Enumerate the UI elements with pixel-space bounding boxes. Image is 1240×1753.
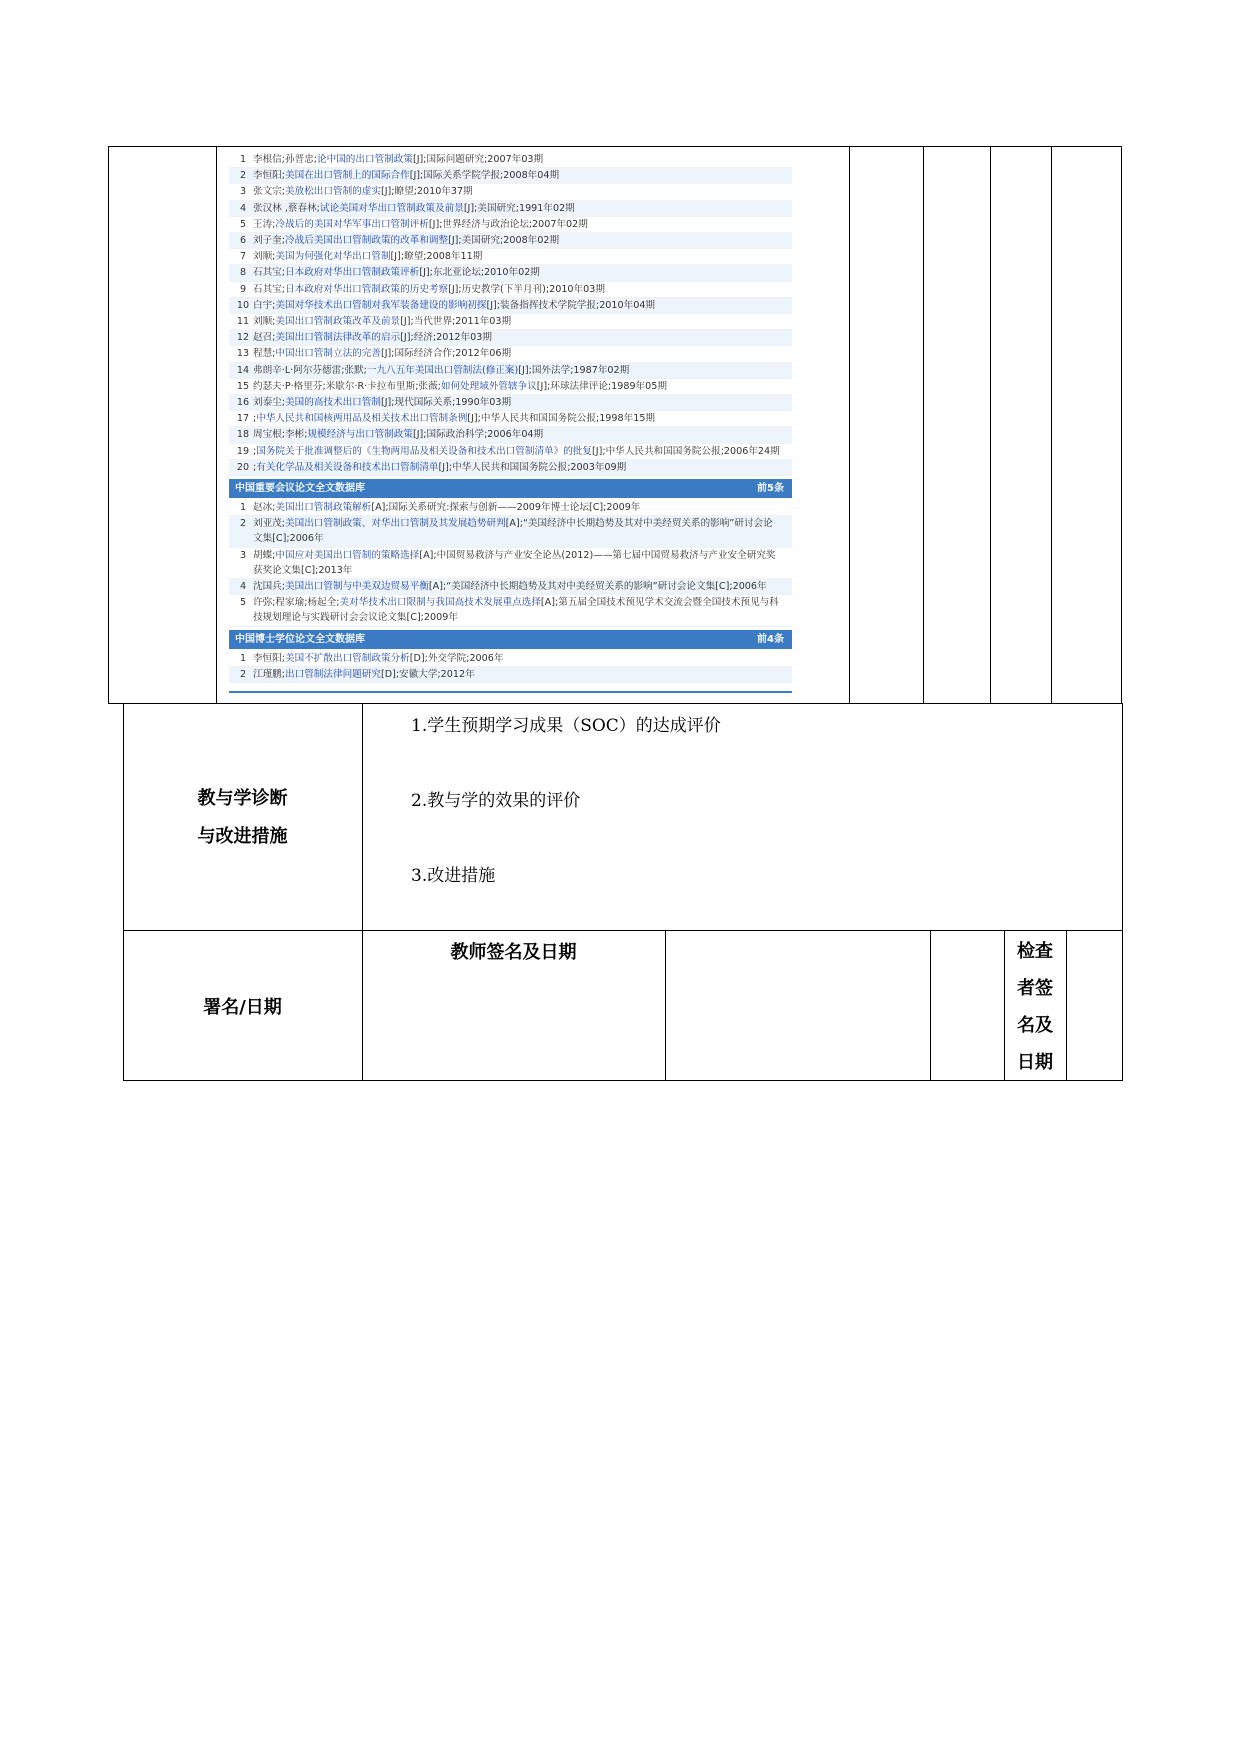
diagnosis-item-soc: 1.学生预期学习成果（SOC）的达成评价 <box>411 716 721 736</box>
reference-title-link[interactable]: 美国的高技术出口管制 <box>285 397 381 409</box>
reference-source: [J];中华人民共和国国务院公报;2006年24期 <box>592 445 780 457</box>
reference-text <box>253 411 792 426</box>
reference-title-link[interactable]: 中华人民共和国核两用品及相关技术出口管制条例 <box>256 413 468 425</box>
reference-row <box>229 548 792 579</box>
reference-authors: 胡蝶; <box>253 549 276 561</box>
reference-title-link[interactable]: 中国应对美国出口管制的策略选择 <box>275 549 420 561</box>
reference-title-link[interactable]: 美国对华技术出口管制对我军装备建设的影响初探 <box>275 299 487 311</box>
checker-label-line3: 名及 <box>1017 1015 1053 1036</box>
reference-title-link[interactable]: 冷战后美国出口管制政策的改革和调整 <box>285 235 449 247</box>
reference-authors: 程慧; <box>253 348 276 360</box>
reference-number: 14 <box>236 364 250 376</box>
reference-source: [J];装备指挥技术学院学报;2010年04期 <box>486 299 656 311</box>
reference-title-link[interactable]: 美国出口管制与中美双边贸易平衡 <box>285 581 429 593</box>
top-table-top-border <box>108 146 1121 147</box>
reference-source: [J];瞭望;2008年11期 <box>390 251 483 263</box>
reference-source: [J];美国研究;2008年02期 <box>448 235 560 247</box>
diagnosis-label-line1: 教与学诊断 <box>197 788 288 809</box>
reference-number: 6 <box>239 235 247 247</box>
reference-title-link[interactable]: 冷战后的美国对华军事出口管制评析 <box>275 218 429 230</box>
reference-text <box>253 444 792 459</box>
reference-source: [A];中国贸易救济与产业安全论丛(2012)——第七届中国贸易救济与产业安全研究奖获奖论文集[C];2013年 <box>253 549 776 576</box>
reference-number: 15 <box>236 380 250 392</box>
reference-number: 4 <box>239 581 247 593</box>
reference-source: [D];外交学院;2006年 <box>409 652 504 664</box>
checker-label-line2: 者签 <box>1017 978 1053 999</box>
reference-number: 4 <box>239 202 247 214</box>
reference-authors: 刘子奎; <box>253 235 286 247</box>
reference-row <box>229 579 792 595</box>
signature-label: 署名/日期 <box>203 997 282 1018</box>
reference-number: 1 <box>239 154 247 165</box>
reference-row <box>229 314 792 330</box>
diagnosis-item-improvement: 3.改进措施 <box>411 866 496 886</box>
lower-table-row-divider <box>123 930 1122 931</box>
reference-text <box>253 516 792 546</box>
teacher-signature-label: 教师签名及日期 <box>450 942 577 963</box>
reference-row <box>229 595 792 626</box>
reference-text <box>253 500 792 515</box>
top-table-col-divider-4 <box>990 146 991 704</box>
reference-authors: 张汉林 ,蔡春林; <box>253 202 320 214</box>
reference-row <box>229 249 792 265</box>
reference-number: 1 <box>239 652 247 664</box>
reference-authors: 周宝根;李彬; <box>253 429 308 441</box>
reference-number: 8 <box>239 267 247 279</box>
reference-row <box>229 282 792 298</box>
reference-title-link[interactable]: 美国出口管制政策、对华出口管制及其发展趋势研判 <box>285 518 506 530</box>
reference-row <box>229 395 792 411</box>
reference-number: 13 <box>236 348 250 360</box>
reference-text <box>253 579 792 594</box>
conference-section-title: 中国重要会议论文全文数据库 <box>235 482 365 494</box>
doctoral-section-header <box>229 630 792 649</box>
reference-title-link[interactable]: 有关化学品及相关设备和技术出口管制清单 <box>256 461 439 473</box>
reference-authors: 刘顺; <box>253 251 276 263</box>
checker-label-line1: 检查 <box>1017 941 1053 962</box>
reference-number: 10 <box>236 299 250 311</box>
reference-title-link[interactable]: 美国出口管制政策改革及前景 <box>275 316 401 328</box>
diagnosis-label <box>123 780 362 856</box>
top-table-col-divider-2 <box>849 146 850 704</box>
top-table-col-divider-3 <box>923 146 924 704</box>
reference-number: 12 <box>236 332 250 344</box>
reference-authors: 许弥;程家瑜;杨起全; <box>253 597 340 609</box>
reference-title-link[interactable]: 论中国的出口管制政策 <box>317 154 413 165</box>
doctoral-reference-list <box>229 651 792 683</box>
reference-text <box>253 265 792 280</box>
reference-authors: 刘顺; <box>253 316 276 328</box>
reference-row <box>229 217 792 233</box>
diagnosis-item-effect: 2.教与学的效果的评价 <box>411 791 581 811</box>
reference-number: 1 <box>239 502 247 514</box>
reference-authors: 白宇; <box>253 299 276 311</box>
reference-source: [J];国际关系学院学报;2008年04期 <box>409 170 560 182</box>
reference-row <box>229 411 792 427</box>
reference-authors: 石其宝; <box>253 283 286 295</box>
reference-source: [A];“美国经济中长期趋势及其对中美经贸关系的影响”研讨会论文集[C];2006年 <box>253 518 773 545</box>
reference-source: [J];世界经济与政治论坛;2007年02期 <box>428 218 588 230</box>
reference-source: [D];安徽大学;2012年 <box>380 668 475 680</box>
reference-authors: 石其宝; <box>253 267 286 279</box>
reference-title-link[interactable]: 规模经济与出口管制政策 <box>307 429 413 441</box>
reference-source: [J];当代世界;2011年03期 <box>400 316 512 328</box>
reference-row <box>229 667 792 683</box>
reference-row <box>229 500 792 516</box>
reference-number: 17 <box>236 413 250 425</box>
reference-title-link[interactable]: 一九八五年美国出口管制法(修正案) <box>366 364 519 376</box>
reference-source: [J];历史教学(下半月刊);2010年03期 <box>448 283 605 295</box>
reference-source: [J];美国研究;1991年02期 <box>463 202 575 214</box>
reference-title-link[interactable]: 如何处理域外管辖争议 <box>440 380 537 392</box>
reference-text <box>253 395 792 410</box>
reference-title-link[interactable]: 美国为何强化对华出口管制 <box>275 251 391 263</box>
reference-title-link[interactable]: 日本政府对华出口管制政策评析 <box>285 267 420 279</box>
reference-row <box>229 363 792 379</box>
reference-row <box>229 346 792 362</box>
reference-text <box>253 201 792 216</box>
reference-authors: ; <box>253 445 257 457</box>
reference-number: 2 <box>239 170 247 182</box>
lower-table-top-border <box>123 703 1122 704</box>
reference-authors: 弗朗辛·L·阿尔芬德雷;张默; <box>253 364 367 376</box>
doctoral-section-title: 中国博士学位论文全文数据库 <box>235 633 365 645</box>
reference-number: 3 <box>239 186 247 198</box>
reference-authors: ; <box>253 461 257 473</box>
reference-source: [J];东北亚论坛;2010年02期 <box>419 267 540 279</box>
reference-text <box>253 314 792 329</box>
reference-number: 5 <box>239 597 247 609</box>
reference-text <box>253 233 792 248</box>
reference-authors: 赵冰; <box>253 502 276 514</box>
reference-number: 2 <box>239 668 247 680</box>
reference-authors: ; <box>253 413 257 425</box>
reference-title-link[interactable]: 美国在出口管制上的国际合作 <box>285 170 410 182</box>
reference-row <box>229 152 792 168</box>
conference-reference-list <box>229 500 792 627</box>
reference-row <box>229 651 792 667</box>
doctoral-section-count: 前4条 <box>757 633 784 645</box>
lower-table-right-border <box>1122 703 1123 1081</box>
reference-number: 20 <box>236 461 250 473</box>
reference-row <box>229 427 792 443</box>
reference-title-link[interactable]: 美国出口管制政策解析 <box>275 502 372 514</box>
reference-text <box>253 548 792 578</box>
diagnosis-label-line2: 与改进措施 <box>197 826 288 847</box>
reference-source: [J];经济;2012年03期 <box>400 332 492 344</box>
reference-row <box>229 516 792 547</box>
reference-text <box>253 217 792 232</box>
reference-source: [J];国际经济合作;2012年06期 <box>380 348 512 360</box>
reference-text <box>253 651 792 666</box>
journal-reference-list <box>229 152 792 476</box>
reference-authors: 沈国兵; <box>253 581 286 593</box>
reference-text <box>253 330 792 345</box>
reference-row <box>229 201 792 217</box>
reference-list-screenshot <box>229 152 792 697</box>
lower-table-left-border <box>123 703 124 1081</box>
top-table-col-divider-5 <box>1051 146 1052 704</box>
reference-number: 11 <box>236 316 250 328</box>
reference-source: [J];环球法律评论;1989年05期 <box>536 380 667 392</box>
lower-table-label-divider <box>362 703 363 1081</box>
reference-authors: 李恒阳; <box>253 652 286 664</box>
reference-title-link[interactable]: 出口管制法律问题研究 <box>285 668 381 680</box>
top-table-right-border <box>1121 146 1122 704</box>
reference-number: 19 <box>236 445 250 457</box>
reference-row <box>229 233 792 249</box>
reference-source: [A];“美国经济中长期趋势及其对中美经贸关系的影响”研讨会论文集[C];2006年 <box>428 581 767 593</box>
lower-table-bottom-border <box>123 1080 1122 1081</box>
signature-col-divider-1 <box>665 930 666 1081</box>
reference-row <box>229 265 792 281</box>
screenshot-bottom-rule <box>229 691 792 693</box>
signature-col-divider-2 <box>930 930 931 1081</box>
reference-source: [J];国外法学;1987年02期 <box>518 364 630 376</box>
reference-row <box>229 444 792 460</box>
reference-number: 2 <box>239 518 247 530</box>
top-table-left-border <box>108 146 109 704</box>
reference-authors: 李恒阳; <box>253 170 286 182</box>
reference-authors: 刘泰尘; <box>253 397 286 409</box>
reference-title-link[interactable]: 日本政府对华出口管制政策的历史考察 <box>285 283 449 295</box>
reference-title-link[interactable]: 中国出口管制立法的完善 <box>275 348 381 360</box>
signature-col-divider-4 <box>1066 930 1067 1081</box>
conference-section-header <box>229 479 792 498</box>
reference-row <box>229 298 792 314</box>
reference-source: [A];第五届全国技术预见学术交流会暨全国技术预见与科技规划理论与实践研讨会会议论文集[C];2009年 <box>253 597 779 624</box>
reference-row <box>229 379 792 395</box>
reference-text <box>253 595 792 625</box>
reference-number: 3 <box>239 549 247 561</box>
reference-source: [J];中华人民共和国国务院公报;1998年15期 <box>467 413 656 425</box>
reference-authors: 李根信;孙晋忠; <box>253 154 318 165</box>
reference-text <box>253 379 792 394</box>
reference-text <box>253 346 792 361</box>
reference-text <box>253 168 792 183</box>
reference-row <box>229 184 792 200</box>
reference-row <box>229 168 792 184</box>
reference-title-link[interactable]: 美对华技术出口限制与我国高技术发展重点选择 <box>339 597 541 609</box>
reference-row <box>229 330 792 346</box>
reference-text <box>253 249 792 264</box>
checker-label-line4: 日期 <box>1017 1052 1053 1073</box>
reference-text <box>253 184 792 199</box>
reference-text <box>253 427 792 442</box>
reference-number: 16 <box>236 397 250 409</box>
reference-authors: 刘亚茂; <box>253 518 286 530</box>
reference-title-link[interactable]: 美国不扩散出口管制政策分析 <box>285 652 410 664</box>
top-table-col-divider-1 <box>216 146 217 704</box>
reference-number: 7 <box>239 251 247 263</box>
reference-title-link[interactable]: 国务院关于批准调整后的《生物两用品及相关设备和技术出口管制清单》的批复 <box>256 445 593 457</box>
reference-source: [J];国际问题研究;2007年03期 <box>412 154 544 165</box>
reference-text <box>253 152 792 167</box>
reference-authors: 王涛; <box>253 218 276 230</box>
conference-section-count: 前5条 <box>757 482 784 494</box>
reference-title-link[interactable]: 试论美国对华出口管制政策及前景 <box>319 202 464 214</box>
reference-row <box>229 460 792 476</box>
reference-authors: 张文宗; <box>253 186 286 198</box>
reference-source: [J];瞭望;2010年37期 <box>380 186 473 198</box>
reference-number: 5 <box>239 218 247 230</box>
reference-number: 9 <box>239 283 247 295</box>
reference-authors: 江瑾鹏; <box>253 668 286 680</box>
reference-text <box>253 667 792 682</box>
reference-authors: 赵召; <box>253 332 276 344</box>
reference-source: [J];现代国际关系;1990年03期 <box>380 397 512 409</box>
reference-source: [J];中华人民共和国国务院公报;2003年09期 <box>438 461 627 473</box>
reference-text <box>253 363 792 378</box>
reference-number: 18 <box>236 429 250 441</box>
reference-authors: 约瑟夫·P·格里芬;米歇尔·R·卡拉布里斯;张薇; <box>253 380 441 392</box>
reference-text <box>253 298 792 313</box>
reference-text <box>253 282 792 297</box>
checker-signature-label <box>1004 933 1066 1081</box>
reference-source: [A];国际关系研究:探索与创新——2009年博士论坛[C];2009年 <box>371 502 641 514</box>
reference-title-link[interactable]: 美放松出口管制的虚实 <box>285 186 381 198</box>
reference-title-link[interactable]: 美国出口管制法律改革的启示 <box>275 332 401 344</box>
reference-source: [J];国际政治科学;2006年04期 <box>412 429 544 441</box>
reference-text <box>253 460 792 475</box>
